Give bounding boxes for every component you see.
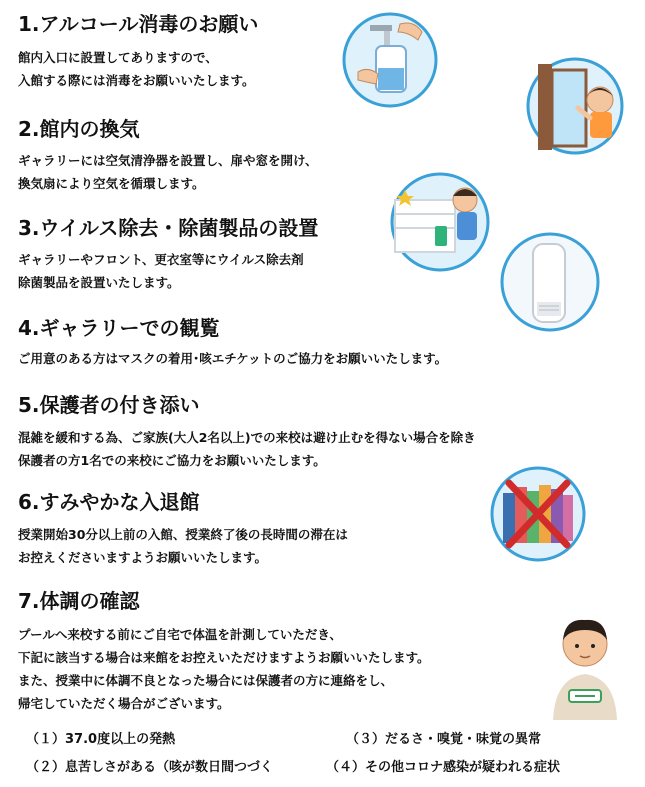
section-heading: 6.すみやかな入退館 (18, 490, 200, 514)
section-text: 授業開始30分以上前の入館、授業終了後の長時間の滞在は (18, 527, 348, 542)
section-heading: 5.保護者の付き添い (18, 393, 200, 417)
thermometer-person-icon (535, 608, 635, 723)
section-text: お控えくださいますようお願いいたします。 (18, 550, 268, 565)
section-heading: 7.体調の確認 (18, 589, 140, 613)
section-text: 換気扇により空気を循環します。 (18, 176, 205, 191)
section-prompt-entry-exit (18, 490, 348, 569)
symptom-item: （２）息苦しさがある（咳が数日間つづく (26, 760, 274, 775)
section-ventilation (18, 117, 318, 195)
window-ventilation-icon (520, 56, 630, 156)
section-health-check (18, 589, 430, 715)
section-text: 入館する際には消毒をお願いいたします。 (18, 73, 255, 88)
section-heading: 4.ギャラリーでの観覧 (18, 316, 220, 340)
symptom-item: （４）その他コロナ感染が疑われる症状 (326, 760, 561, 775)
section-text: 混雑を緩和する為、ご家族(大人2名以上)での来校は避け止むを得ない場合を除き (18, 430, 476, 445)
crowd-prohibited-icon (485, 465, 591, 563)
section-heading: 1.アルコール消毒のお願い (18, 12, 259, 36)
section-heading: 3.ウイルス除去・除菌製品の設置 (18, 216, 319, 240)
section-text: ギャラリーやフロント、更衣室等にウイルス除去剤 (18, 252, 304, 267)
symptom-item: （１）37.0度以上の発熱 (26, 732, 176, 747)
section-text: ギャラリーには空気清浄器を設置し、扉や窓を開け、 (18, 153, 318, 168)
section-text: プールへ来校する前にご自宅で体温を計測していただき、 (18, 627, 342, 642)
section-text: 保護者の方1名での来校にご協力をお願いいたします。 (18, 453, 326, 468)
section-text: 除菌製品を設置いたします。 (18, 275, 180, 290)
section-text: 館内入口に設置してありますので、 (18, 50, 218, 65)
section-text: また、授業中に体調不良となった場合には保護者の方に連絡をし、 (18, 673, 394, 688)
section-text: 下記に該当する場合は来館をお控えいただけますようお願いいたします。 (18, 650, 430, 665)
section-text: ご用意のある方はマスクの着用･咳エチケットのご協力をお願いいたします。 (18, 351, 448, 366)
disinfectant-spray-icon (385, 170, 495, 275)
section-guardian (18, 393, 476, 472)
section-heading: 2.館内の換気 (18, 117, 140, 141)
hand-sanitizer-icon (340, 10, 440, 110)
section-text: 帰宅していただく場合がございます。 (18, 696, 230, 711)
section-gallery-viewing (18, 316, 447, 370)
section-sanitizer-products (18, 216, 318, 294)
section-alcohol (18, 12, 258, 92)
air-purifier-icon (495, 230, 605, 335)
symptom-item: （３）だるさ・嗅覚・味覚の異常 (346, 732, 542, 747)
